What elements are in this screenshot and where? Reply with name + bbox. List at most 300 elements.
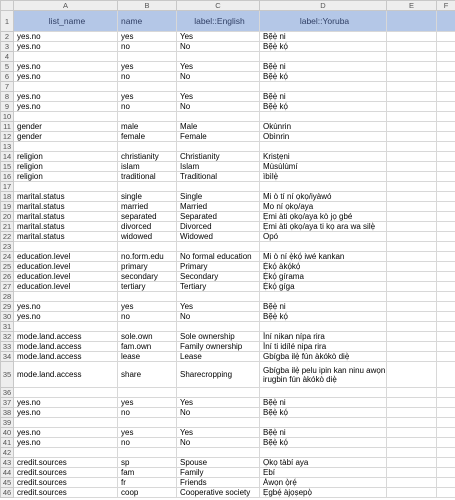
cell-list-name[interactable]: credit.sources <box>14 458 118 468</box>
cell-list-name[interactable]: education.level <box>14 272 118 282</box>
cell-name[interactable]: fr <box>118 478 177 488</box>
cell-list-name[interactable]: yes.no <box>14 428 118 438</box>
cell-list-name[interactable]: mode.land.access <box>14 362 118 388</box>
cell-empty-e[interactable] <box>387 272 437 282</box>
cell-label-english[interactable] <box>177 322 260 332</box>
cell-label-yoruba[interactable] <box>260 112 387 122</box>
cell-empty-f[interactable] <box>437 72 455 82</box>
cell-list-name[interactable] <box>14 82 118 92</box>
cell-list-name[interactable]: yes.no <box>14 72 118 82</box>
cell-name[interactable] <box>118 52 177 62</box>
cell-empty-f[interactable] <box>437 448 455 458</box>
cell-label-yoruba[interactable]: Ẹ̀kọ́ gíga <box>260 282 387 292</box>
cell-empty-e[interactable] <box>387 42 437 52</box>
cell-empty-e[interactable] <box>387 132 437 142</box>
cell-list-name[interactable]: credit.sources <box>14 488 118 498</box>
cell-empty-f[interactable] <box>437 438 455 448</box>
cell-empty-f[interactable] <box>437 322 455 332</box>
cell-label-yoruba[interactable] <box>260 448 387 458</box>
cell-label-english[interactable]: Separated <box>177 212 260 222</box>
cell-list-name[interactable]: yes.no <box>14 102 118 112</box>
cell-label-yoruba[interactable] <box>260 322 387 332</box>
cell-label-english[interactable] <box>177 52 260 62</box>
row-number[interactable]: 30 <box>1 312 14 322</box>
cell-label-english[interactable]: Cooperative society <box>177 488 260 498</box>
cell-list-name[interactable]: marital.status <box>14 232 118 242</box>
cell-label-yoruba[interactable] <box>260 242 387 252</box>
row-number[interactable]: 26 <box>1 272 14 282</box>
row-number[interactable]: 39 <box>1 418 14 428</box>
cell-label-english[interactable]: No <box>177 102 260 112</box>
cell-empty-e[interactable] <box>387 92 437 102</box>
cell-empty-e[interactable] <box>387 388 437 398</box>
cell-label-english[interactable]: Divorced <box>177 222 260 232</box>
cell-empty-e[interactable] <box>387 152 437 162</box>
row-number[interactable]: 37 <box>1 398 14 408</box>
cell-list-name[interactable] <box>14 322 118 332</box>
cell-name[interactable] <box>118 322 177 332</box>
cell-name[interactable]: coop <box>118 488 177 498</box>
cell-label-yoruba[interactable]: Bẹ̃ẹ̀ ni <box>260 62 387 72</box>
column-header-f[interactable]: F <box>437 1 455 11</box>
cell-list-name[interactable]: yes.no <box>14 42 118 52</box>
cell-label-yoruba[interactable]: Obìnrin <box>260 132 387 142</box>
cell-list-name[interactable]: yes.no <box>14 312 118 322</box>
cell-name[interactable]: tertiary <box>118 282 177 292</box>
cell-label-english[interactable]: Christianity <box>177 152 260 162</box>
cell-label-yoruba[interactable]: Bẹ̃ẹ̀ kọ́ <box>260 102 387 112</box>
cell-list-name[interactable] <box>14 418 118 428</box>
cell-label-yoruba[interactable]: Krisṭẹni <box>260 152 387 162</box>
row-number[interactable]: 1 <box>1 11 14 32</box>
cell-empty-e[interactable] <box>387 112 437 122</box>
cell-name[interactable]: no <box>118 72 177 82</box>
cell-empty-e[interactable] <box>387 448 437 458</box>
cell-label-english[interactable]: Male <box>177 122 260 132</box>
row-number[interactable]: 8 <box>1 92 14 102</box>
row-number[interactable]: 20 <box>1 212 14 222</box>
cell-list-name[interactable]: mode.land.access <box>14 332 118 342</box>
cell-label-english[interactable] <box>177 142 260 152</box>
cell-label-english[interactable] <box>177 112 260 122</box>
cell-label-english[interactable]: Single <box>177 192 260 202</box>
cell-name[interactable]: primary <box>118 262 177 272</box>
row-number[interactable]: 28 <box>1 292 14 302</box>
cell-label-yoruba[interactable]: Àwọn ọ̀rẹ́ <box>260 478 387 488</box>
cell-list-name[interactable] <box>14 292 118 302</box>
cell-name[interactable]: yes <box>118 302 177 312</box>
cell-label-yoruba[interactable]: Bẹ̃ẹ̀ ni <box>260 302 387 312</box>
cell-empty-e[interactable] <box>387 192 437 202</box>
cell-empty-e[interactable] <box>387 362 437 388</box>
row-number[interactable]: 32 <box>1 332 14 342</box>
cell-name[interactable]: secondary <box>118 272 177 282</box>
cell-empty-f[interactable] <box>437 292 455 302</box>
cell-empty-e[interactable] <box>387 222 437 232</box>
cell-empty-f[interactable] <box>437 142 455 152</box>
cell-empty-f[interactable] <box>437 232 455 242</box>
header-cell-e[interactable] <box>387 11 437 32</box>
cell-name[interactable]: yes <box>118 32 177 42</box>
cell-empty-e[interactable] <box>387 122 437 132</box>
row-number[interactable]: 9 <box>1 102 14 112</box>
cell-name[interactable]: no <box>118 408 177 418</box>
row-number[interactable]: 22 <box>1 232 14 242</box>
cell-empty-f[interactable] <box>437 342 455 352</box>
row-number[interactable]: 38 <box>1 408 14 418</box>
cell-empty-f[interactable] <box>437 428 455 438</box>
cell-label-english[interactable]: No <box>177 438 260 448</box>
cell-list-name[interactable]: credit.sources <box>14 478 118 488</box>
header-cell-f[interactable] <box>437 11 455 32</box>
cell-label-english[interactable]: Yes <box>177 302 260 312</box>
cell-label-english[interactable]: Widowed <box>177 232 260 242</box>
column-header-a[interactable]: A <box>14 1 118 11</box>
cell-name[interactable]: yes <box>118 398 177 408</box>
cell-name[interactable]: yes <box>118 62 177 72</box>
cell-name[interactable]: married <box>118 202 177 212</box>
cell-name[interactable] <box>118 448 177 458</box>
cell-empty-f[interactable] <box>437 42 455 52</box>
cell-empty-f[interactable] <box>437 398 455 408</box>
row-number[interactable]: 43 <box>1 458 14 468</box>
cell-name[interactable] <box>118 142 177 152</box>
cell-list-name[interactable]: education.level <box>14 282 118 292</box>
cell-label-english[interactable]: Primary <box>177 262 260 272</box>
cell-empty-f[interactable] <box>437 252 455 262</box>
header-cell-label-yoruba[interactable]: label::Yoruba <box>260 11 387 32</box>
cell-empty-e[interactable] <box>387 242 437 252</box>
cell-empty-e[interactable] <box>387 202 437 212</box>
cell-label-yoruba[interactable]: Mùsùlùmí <box>260 162 387 172</box>
cell-empty-f[interactable] <box>437 212 455 222</box>
cell-empty-e[interactable] <box>387 82 437 92</box>
cell-empty-e[interactable] <box>387 212 437 222</box>
cell-empty-f[interactable] <box>437 242 455 252</box>
select-all-corner[interactable] <box>1 1 14 11</box>
cell-name[interactable]: no <box>118 42 177 52</box>
cell-name[interactable]: fam <box>118 468 177 478</box>
cell-label-yoruba[interactable]: Ọkọ tàbí aya <box>260 458 387 468</box>
cell-empty-f[interactable] <box>437 408 455 418</box>
row-number[interactable]: 19 <box>1 202 14 212</box>
row-number[interactable]: 13 <box>1 142 14 152</box>
cell-empty-f[interactable] <box>437 162 455 172</box>
cell-label-english[interactable] <box>177 242 260 252</box>
cell-empty-f[interactable] <box>437 302 455 312</box>
cell-empty-f[interactable] <box>437 172 455 182</box>
cell-list-name[interactable]: religion <box>14 172 118 182</box>
cell-empty-f[interactable] <box>437 62 455 72</box>
row-number[interactable]: 2 <box>1 32 14 42</box>
cell-name[interactable]: widowed <box>118 232 177 242</box>
cell-label-english[interactable]: Family <box>177 468 260 478</box>
cell-name[interactable]: no.form.edu <box>118 252 177 262</box>
cell-label-yoruba[interactable] <box>260 388 387 398</box>
row-number[interactable]: 41 <box>1 438 14 448</box>
cell-list-name[interactable]: yes.no <box>14 438 118 448</box>
cell-label-yoruba[interactable]: Bẹ̃ẹ̀ kọ́ <box>260 72 387 82</box>
cell-list-name[interactable]: marital.status <box>14 222 118 232</box>
cell-label-yoruba[interactable]: Ẹ̀kọ́ gírama <box>260 272 387 282</box>
column-header-e[interactable]: E <box>387 1 437 11</box>
cell-empty-e[interactable] <box>387 458 437 468</box>
cell-empty-f[interactable] <box>437 152 455 162</box>
cell-empty-f[interactable] <box>437 332 455 342</box>
cell-label-english[interactable] <box>177 388 260 398</box>
cell-label-english[interactable] <box>177 418 260 428</box>
cell-empty-e[interactable] <box>387 142 437 152</box>
cell-empty-e[interactable] <box>387 162 437 172</box>
row-number[interactable]: 6 <box>1 72 14 82</box>
cell-label-english[interactable]: Sole ownership <box>177 332 260 342</box>
cell-label-english[interactable] <box>177 182 260 192</box>
cell-empty-f[interactable] <box>437 192 455 202</box>
cell-label-yoruba[interactable]: Gbígba ilẹ̀ pelu ipin kan ninu awọn irugbin fún àkókò diẹ̀ <box>260 362 387 388</box>
header-cell-list-name[interactable]: list_name <box>14 11 118 32</box>
cell-name[interactable]: fam.own <box>118 342 177 352</box>
cell-list-name[interactable]: gender <box>14 122 118 132</box>
cell-empty-e[interactable] <box>387 332 437 342</box>
cell-label-yoruba[interactable] <box>260 418 387 428</box>
cell-list-name[interactable]: gender <box>14 132 118 142</box>
cell-list-name[interactable] <box>14 52 118 62</box>
cell-empty-f[interactable] <box>437 468 455 478</box>
cell-name[interactable]: divorced <box>118 222 177 232</box>
cell-list-name[interactable]: education.level <box>14 262 118 272</box>
cell-label-yoruba[interactable]: Mi ò tí ní ọkọ/iyàwó <box>260 192 387 202</box>
cell-label-yoruba[interactable]: Bẹ̃ẹ̀ ni <box>260 398 387 408</box>
cell-empty-f[interactable] <box>437 388 455 398</box>
cell-label-english[interactable]: Yes <box>177 62 260 72</box>
cell-empty-f[interactable] <box>437 122 455 132</box>
cell-list-name[interactable]: marital.status <box>14 192 118 202</box>
cell-list-name[interactable] <box>14 242 118 252</box>
cell-name[interactable]: sp <box>118 458 177 468</box>
cell-empty-f[interactable] <box>437 458 455 468</box>
cell-list-name[interactable] <box>14 448 118 458</box>
cell-label-english[interactable]: No formal education <box>177 252 260 262</box>
row-number[interactable]: 34 <box>1 352 14 362</box>
cell-name[interactable]: sole.own <box>118 332 177 342</box>
cell-name[interactable]: lease <box>118 352 177 362</box>
cell-name[interactable] <box>118 182 177 192</box>
cell-empty-e[interactable] <box>387 52 437 62</box>
cell-empty-e[interactable] <box>387 282 437 292</box>
row-number[interactable]: 21 <box>1 222 14 232</box>
row-number[interactable]: 11 <box>1 122 14 132</box>
cell-empty-f[interactable] <box>437 478 455 488</box>
cell-name[interactable]: female <box>118 132 177 142</box>
row-number[interactable]: 7 <box>1 82 14 92</box>
cell-label-english[interactable]: Friends <box>177 478 260 488</box>
cell-name[interactable] <box>118 292 177 302</box>
cell-name[interactable]: islam <box>118 162 177 172</box>
cell-name[interactable] <box>118 242 177 252</box>
cell-label-yoruba[interactable] <box>260 182 387 192</box>
row-number[interactable]: 17 <box>1 182 14 192</box>
cell-label-english[interactable] <box>177 82 260 92</box>
row-number[interactable]: 42 <box>1 448 14 458</box>
cell-empty-e[interactable] <box>387 352 437 362</box>
cell-list-name[interactable]: mode.land.access <box>14 352 118 362</box>
cell-empty-e[interactable] <box>387 172 437 182</box>
cell-label-english[interactable]: No <box>177 72 260 82</box>
row-number[interactable]: 29 <box>1 302 14 312</box>
cell-empty-e[interactable] <box>387 182 437 192</box>
cell-empty-f[interactable] <box>437 82 455 92</box>
row-number[interactable]: 10 <box>1 112 14 122</box>
column-header-b[interactable]: B <box>118 1 177 11</box>
cell-label-yoruba[interactable]: Bẹ̃ẹ̀ ni <box>260 428 387 438</box>
row-number[interactable]: 31 <box>1 322 14 332</box>
cell-name[interactable]: yes <box>118 92 177 102</box>
cell-empty-e[interactable] <box>387 488 437 498</box>
cell-empty-f[interactable] <box>437 488 455 498</box>
cell-label-english[interactable]: Female <box>177 132 260 142</box>
cell-empty-f[interactable] <box>437 202 455 212</box>
cell-empty-e[interactable] <box>387 342 437 352</box>
cell-empty-f[interactable] <box>437 52 455 62</box>
cell-label-english[interactable]: No <box>177 42 260 52</box>
cell-name[interactable]: separated <box>118 212 177 222</box>
cell-empty-e[interactable] <box>387 408 437 418</box>
cell-empty-e[interactable] <box>387 32 437 42</box>
cell-list-name[interactable]: marital.status <box>14 212 118 222</box>
cell-name[interactable] <box>118 388 177 398</box>
row-number[interactable]: 16 <box>1 172 14 182</box>
column-header-d[interactable]: D <box>260 1 387 11</box>
cell-label-yoruba[interactable]: Ìní nikan nípa rira <box>260 332 387 342</box>
row-number[interactable]: 3 <box>1 42 14 52</box>
cell-label-english[interactable] <box>177 292 260 302</box>
cell-name[interactable]: no <box>118 102 177 112</box>
cell-list-name[interactable]: yes.no <box>14 408 118 418</box>
cell-label-english[interactable]: Lease <box>177 352 260 362</box>
cell-label-english[interactable]: Yes <box>177 398 260 408</box>
cell-list-name[interactable]: credit.sources <box>14 468 118 478</box>
cell-name[interactable]: no <box>118 438 177 448</box>
cell-empty-f[interactable] <box>437 182 455 192</box>
cell-label-english[interactable]: Tertiary <box>177 282 260 292</box>
row-number[interactable]: 14 <box>1 152 14 162</box>
cell-empty-f[interactable] <box>437 352 455 362</box>
cell-empty-e[interactable] <box>387 102 437 112</box>
cell-label-yoruba[interactable]: Ẹ̀kọ́ àkọ́kọ́ <box>260 262 387 272</box>
cell-empty-f[interactable] <box>437 362 455 388</box>
cell-list-name[interactable]: education.level <box>14 252 118 262</box>
header-cell-name[interactable]: name <box>118 11 177 32</box>
row-number[interactable]: 5 <box>1 62 14 72</box>
row-number[interactable]: 40 <box>1 428 14 438</box>
row-number[interactable]: 33 <box>1 342 14 352</box>
cell-list-name[interactable]: religion <box>14 152 118 162</box>
cell-label-yoruba[interactable]: Mo ní ọkọ/aya <box>260 202 387 212</box>
cell-label-english[interactable]: Islam <box>177 162 260 172</box>
cell-label-yoruba[interactable]: Ẹmi àti ọkọ/aya ti kọ ara wa silẹ̀ <box>260 222 387 232</box>
cell-label-yoruba[interactable]: Okùnrin <box>260 122 387 132</box>
cell-empty-f[interactable] <box>437 222 455 232</box>
cell-list-name[interactable] <box>14 182 118 192</box>
cell-list-name[interactable]: yes.no <box>14 92 118 102</box>
row-number[interactable]: 12 <box>1 132 14 142</box>
cell-label-english[interactable] <box>177 448 260 458</box>
cell-name[interactable]: traditional <box>118 172 177 182</box>
cell-label-english[interactable]: Secondary <box>177 272 260 282</box>
cell-empty-f[interactable] <box>437 282 455 292</box>
cell-empty-e[interactable] <box>387 252 437 262</box>
cell-list-name[interactable] <box>14 388 118 398</box>
cell-label-yoruba[interactable]: Gbígba ilẹ̀ fún àkókò diẹ̀ <box>260 352 387 362</box>
cell-name[interactable]: yes <box>118 428 177 438</box>
cell-name[interactable]: share <box>118 362 177 388</box>
cell-list-name[interactable]: mode.land.access <box>14 342 118 352</box>
cell-label-yoruba[interactable]: Bẹ̃ẹ̀ kọ́ <box>260 408 387 418</box>
cell-empty-f[interactable] <box>437 418 455 428</box>
cell-empty-e[interactable] <box>387 468 437 478</box>
cell-label-yoruba[interactable]: ìbìlẹ̀ <box>260 172 387 182</box>
cell-list-name[interactable] <box>14 142 118 152</box>
row-number[interactable]: 15 <box>1 162 14 172</box>
cell-name[interactable] <box>118 112 177 122</box>
cell-label-yoruba[interactable]: Bẹ̃ẹ̀ kọ́ <box>260 312 387 322</box>
cell-label-english[interactable]: Yes <box>177 92 260 102</box>
cell-name[interactable]: single <box>118 192 177 202</box>
cell-empty-e[interactable] <box>387 312 437 322</box>
cell-label-yoruba[interactable]: Bẹ̃ẹ̀ ni <box>260 92 387 102</box>
cell-name[interactable] <box>118 82 177 92</box>
row-number[interactable]: 46 <box>1 488 14 498</box>
cell-label-english[interactable]: Family ownership <box>177 342 260 352</box>
row-number[interactable]: 23 <box>1 242 14 252</box>
cell-label-yoruba[interactable]: Ìní ti idílé nipa rira <box>260 342 387 352</box>
cell-list-name[interactable]: yes.no <box>14 398 118 408</box>
row-number[interactable]: 44 <box>1 468 14 478</box>
cell-name[interactable]: no <box>118 312 177 322</box>
cell-label-english[interactable]: Yes <box>177 32 260 42</box>
row-number[interactable]: 45 <box>1 478 14 488</box>
cell-label-english[interactable]: No <box>177 408 260 418</box>
cell-list-name[interactable]: religion <box>14 162 118 172</box>
cell-empty-e[interactable] <box>387 72 437 82</box>
cell-empty-e[interactable] <box>387 232 437 242</box>
cell-label-english[interactable]: No <box>177 312 260 322</box>
cell-label-yoruba[interactable] <box>260 52 387 62</box>
cell-label-yoruba[interactable]: Ẹgbẹ́ àjọṣepọ̀ <box>260 488 387 498</box>
header-cell-label-english[interactable]: label::English <box>177 11 260 32</box>
cell-empty-e[interactable] <box>387 62 437 72</box>
cell-name[interactable] <box>118 418 177 428</box>
row-number[interactable]: 18 <box>1 192 14 202</box>
cell-label-yoruba[interactable]: Mi ò ní ẹ̀kọ́ iwé kankan <box>260 252 387 262</box>
cell-list-name[interactable]: yes.no <box>14 62 118 72</box>
cell-name[interactable]: male <box>118 122 177 132</box>
cell-empty-f[interactable] <box>437 272 455 282</box>
cell-label-yoruba[interactable]: Ebí <box>260 468 387 478</box>
cell-empty-e[interactable] <box>387 398 437 408</box>
cell-label-english[interactable]: Spouse <box>177 458 260 468</box>
cell-list-name[interactable]: yes.no <box>14 32 118 42</box>
cell-empty-e[interactable] <box>387 478 437 488</box>
row-number[interactable]: 25 <box>1 262 14 272</box>
cell-empty-e[interactable] <box>387 438 437 448</box>
row-number[interactable]: 35 <box>1 362 14 388</box>
cell-empty-f[interactable] <box>437 32 455 42</box>
cell-label-yoruba[interactable] <box>260 82 387 92</box>
cell-label-yoruba[interactable]: Bẹ̃ẹ̀ kọ́ <box>260 42 387 52</box>
cell-empty-e[interactable] <box>387 418 437 428</box>
cell-label-yoruba[interactable]: Bẹ̃ẹ̀ ni <box>260 32 387 42</box>
